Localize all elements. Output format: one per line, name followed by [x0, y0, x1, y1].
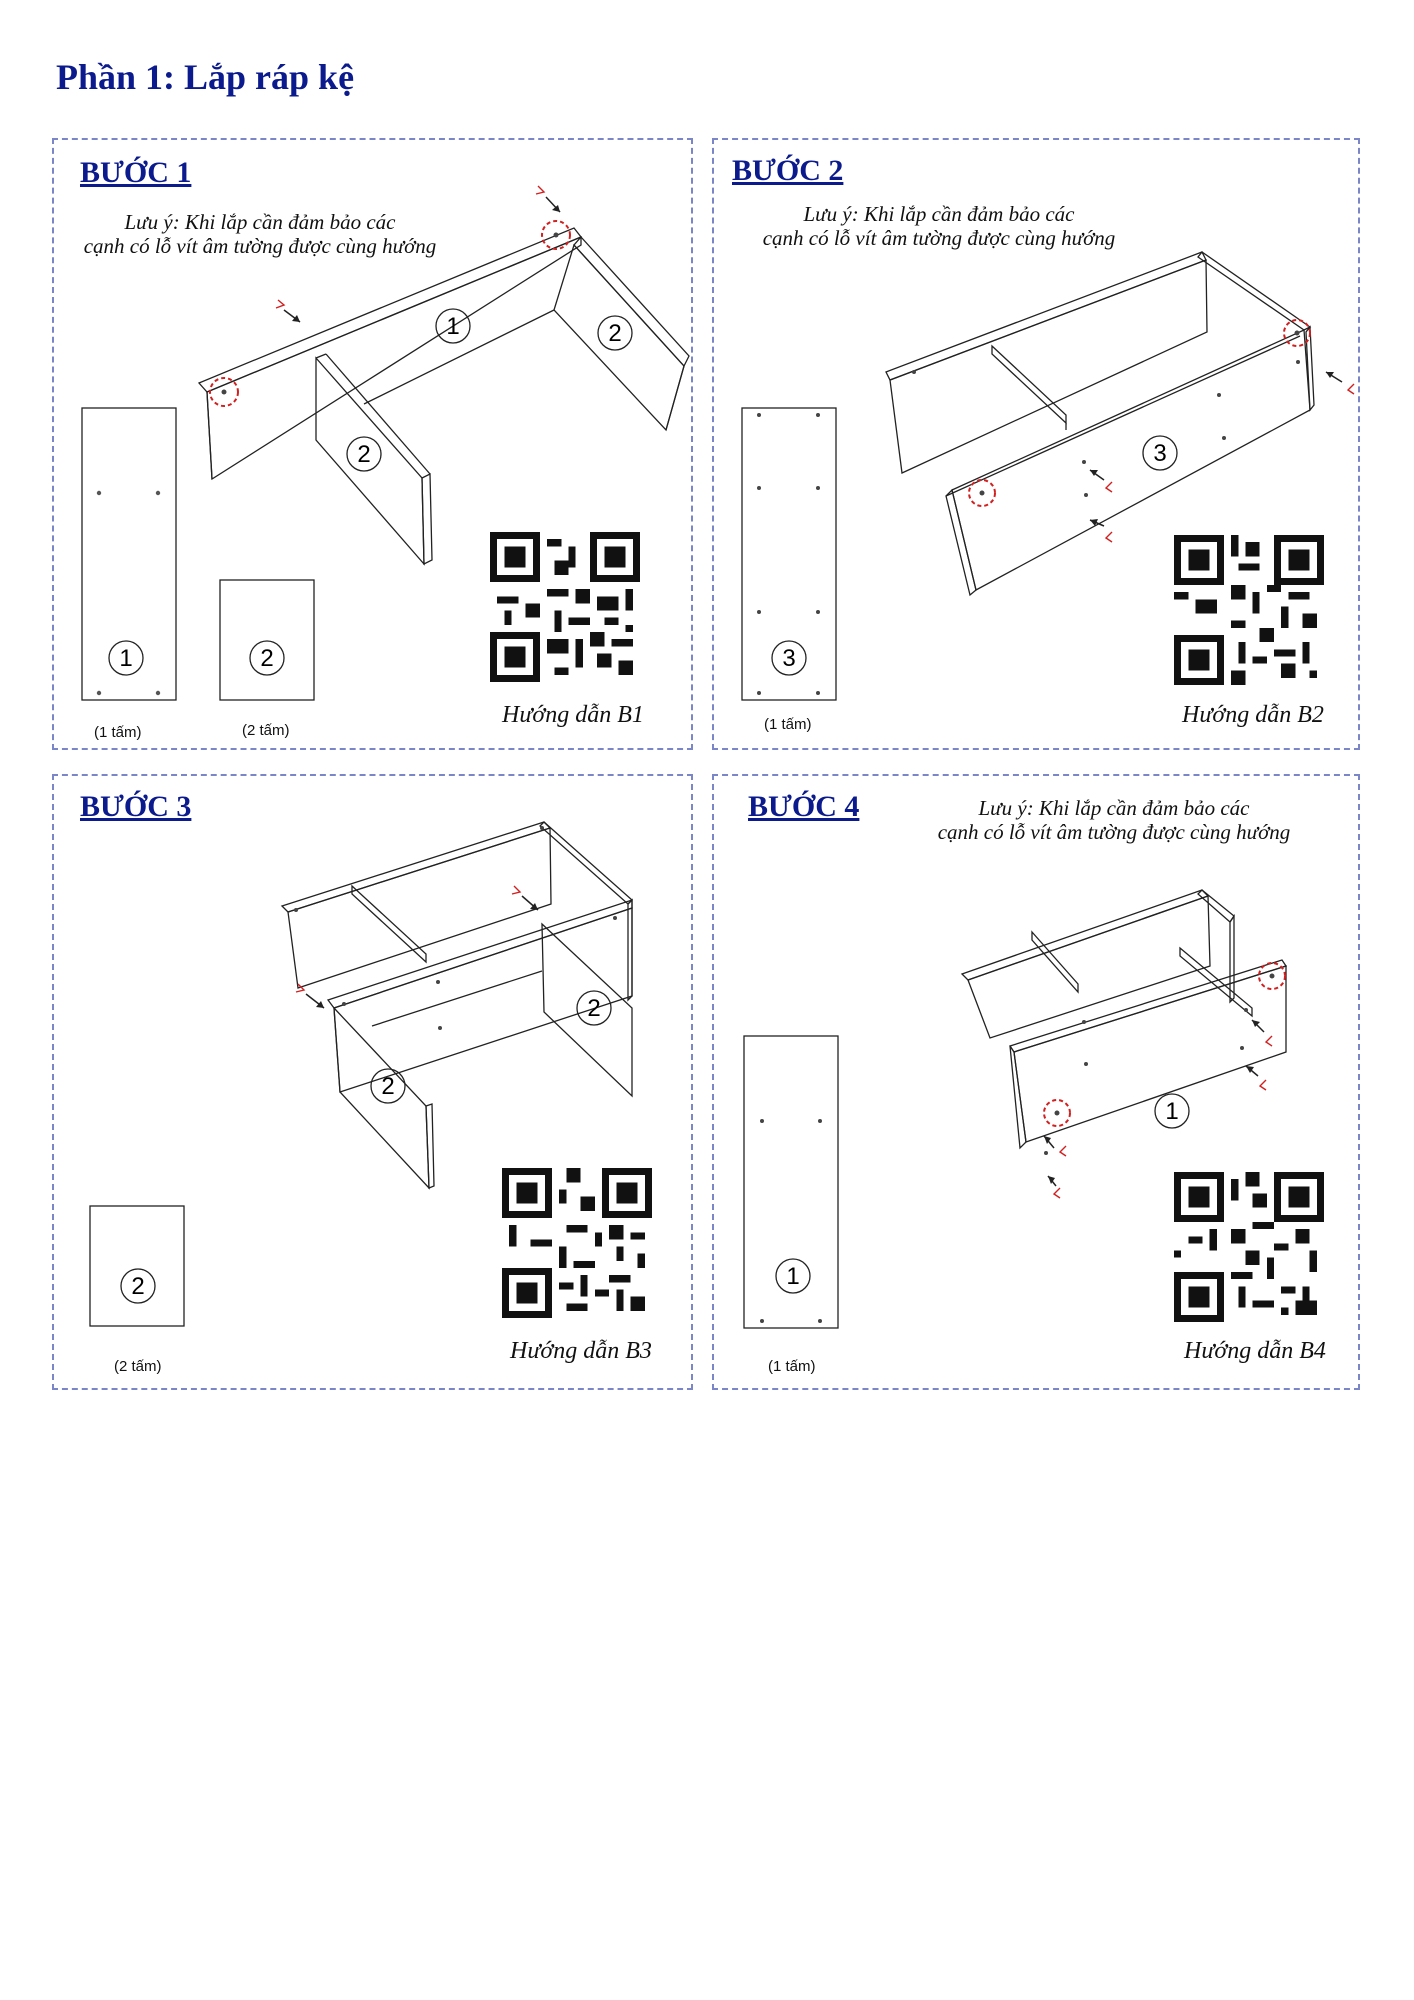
- assembly-label-2b: 2: [357, 441, 371, 468]
- step-1-panel: [52, 138, 693, 750]
- part-label-3: 3: [782, 645, 796, 672]
- assembly-label-2a: 2: [608, 320, 622, 347]
- step-3-guide: Hướng dẫn B3: [510, 1338, 652, 1364]
- step-4-title: BƯỚC 4: [748, 790, 860, 823]
- step-2-note: Lưu ý: Khi lắp cần đảm bảo các cạnh có lỗ vít âm tường được cùng hướng: [762, 202, 1116, 250]
- part-3-qty: (1 tấm): [764, 716, 812, 733]
- assembly-label-1: 1: [1165, 1098, 1179, 1125]
- step-2-guide: Hướng dẫn B2: [1182, 702, 1324, 728]
- part-label-1: 1: [786, 1263, 800, 1290]
- qr-code-icon: [1174, 535, 1324, 685]
- step-4-note: Lưu ý: Khi lắp cần đảm bảo các cạnh có lỗ vít âm tường được cùng hướng: [937, 796, 1291, 844]
- assembly-label-1: 1: [446, 313, 460, 340]
- qr-code-icon: [1174, 1172, 1324, 1322]
- part-label-2: 2: [131, 1273, 145, 1300]
- part-1-qty: (1 tấm): [94, 724, 142, 741]
- step-3-title: BƯỚC 3: [80, 790, 192, 823]
- step-3-panel: [52, 774, 693, 1390]
- part-2-qty: (2 tấm): [114, 1358, 162, 1375]
- step-1-guide: Hướng dẫn B1: [502, 702, 644, 728]
- page-title: Phần 1: Lắp ráp kệ: [56, 57, 355, 97]
- part-label-1: 1: [119, 645, 133, 672]
- part-label-2: 2: [260, 645, 274, 672]
- assembly-label-3: 3: [1153, 440, 1167, 467]
- step-1-note: Lưu ý: Khi lắp cần đảm bảo các cạnh có lỗ vít âm tường được cùng hướng: [83, 210, 437, 258]
- qr-code-icon: [490, 532, 640, 682]
- part-1-qty: (1 tấm): [768, 1358, 816, 1375]
- assembly-label-2b: 2: [381, 1073, 395, 1100]
- step-1-title: BƯỚC 1: [80, 156, 192, 189]
- step-2-panel: [712, 138, 1360, 750]
- step-4-panel: [712, 774, 1360, 1390]
- part-2-qty: (2 tấm): [242, 722, 290, 739]
- assembly-label-2a: 2: [587, 995, 601, 1022]
- step-4-guide: Hướng dẫn B4: [1184, 1338, 1326, 1364]
- qr-code-icon: [502, 1168, 652, 1318]
- step-2-title: BƯỚC 2: [732, 154, 844, 187]
